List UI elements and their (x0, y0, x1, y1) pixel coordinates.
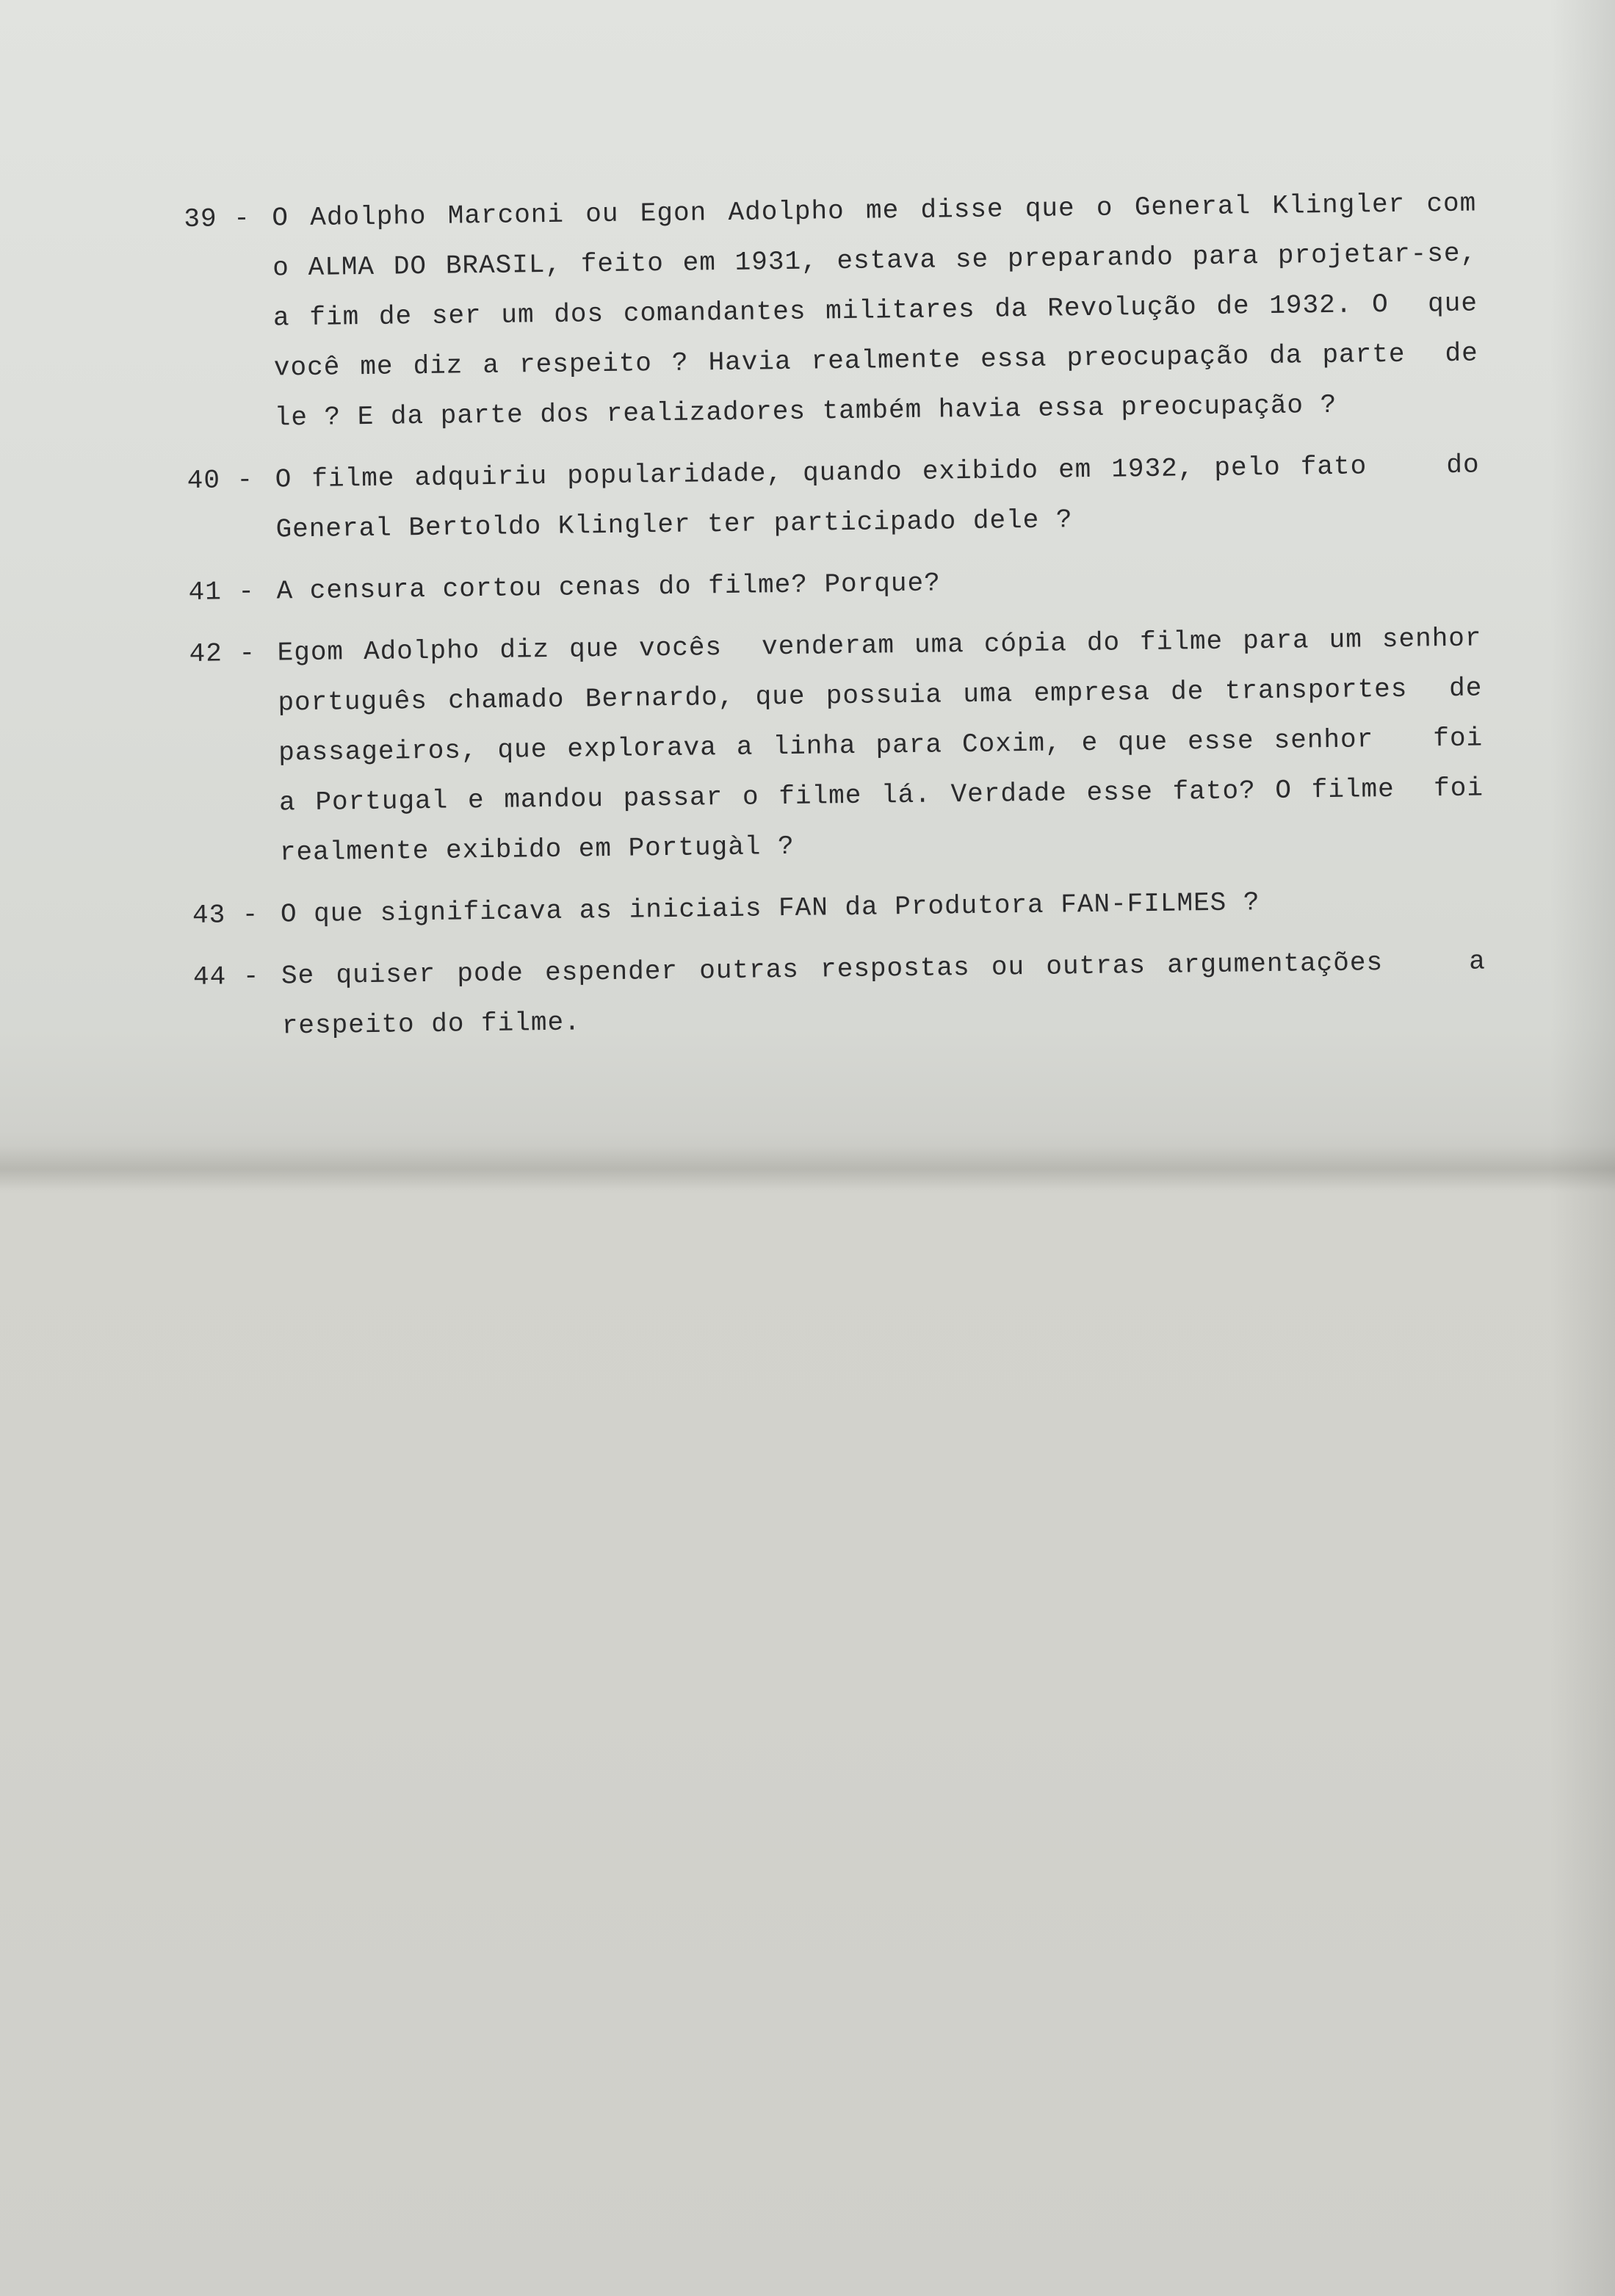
question-40 (187, 440, 1481, 555)
question-line: O Adolpho Marconi ou Egon Adolpho me disse que o General Klingler com (272, 188, 1477, 234)
question-text (277, 613, 1484, 878)
question-41 (188, 552, 1481, 617)
question-line: o ALMA DO BRASIL, feito em 1931, estava se preparando para projetar-se, (272, 238, 1478, 284)
question-number: 42 - (189, 638, 256, 669)
paper-fold-crease (0, 1146, 1615, 1190)
question-line: passageiros, que explorava a linha para Coxim, e que esse senhor foi (278, 723, 1484, 768)
question-number: 39 - (184, 203, 251, 234)
question-list (184, 178, 1486, 1064)
question-text (275, 440, 1481, 555)
question-line: O filme adquiriu popularidade, quando exibido em 1932, pelo fato do (275, 450, 1480, 495)
paper-edge-shadow (1550, 0, 1615, 2296)
question-line: Se quiser pode espender outras respostas ou outras argumentações a (281, 946, 1486, 992)
question-number: 41 - (188, 576, 256, 607)
question-text (272, 178, 1479, 443)
question-line: a fim de ser um dos comandantes militares da Revolução de 1932. O que (272, 288, 1478, 333)
question-44 (193, 936, 1487, 1052)
question-number: 44 - (192, 961, 260, 992)
question-line: respeito do filme. (281, 1007, 581, 1041)
question-43 (192, 875, 1486, 940)
question-text (276, 552, 1481, 616)
question-line: A censura cortou cenas do filme? Porque? (276, 568, 941, 607)
question-42 (189, 613, 1484, 878)
question-line: Egom Adolpho diz que vocês venderam uma cópia do filme para um senhor (277, 623, 1482, 668)
question-39 (184, 178, 1479, 444)
question-line: le ? E da parte dos realizadores também havia essa preocupação ? (274, 389, 1337, 433)
question-line: realmente exibido em Portugàl ? (279, 831, 795, 868)
question-line: O que significava as iniciais FAN da Produtora FAN-FILMES ? (280, 887, 1260, 930)
question-line: General Bertoldo Klingler ter participado dele ? (275, 505, 1073, 545)
question-number: 43 - (192, 899, 259, 931)
question-number: 40 - (187, 464, 254, 496)
question-line: português chamado Bernardo, que possuia uma empresa de transportes de (278, 673, 1483, 718)
question-text (281, 875, 1486, 939)
question-line: a Portugal e mandou passar o filme lá. Verdade esse fato? O filme foi (278, 773, 1484, 818)
question-text (281, 936, 1487, 1051)
question-line: você me diz a respeito ? Havia realmente essa preocupação da parte de (273, 338, 1479, 383)
